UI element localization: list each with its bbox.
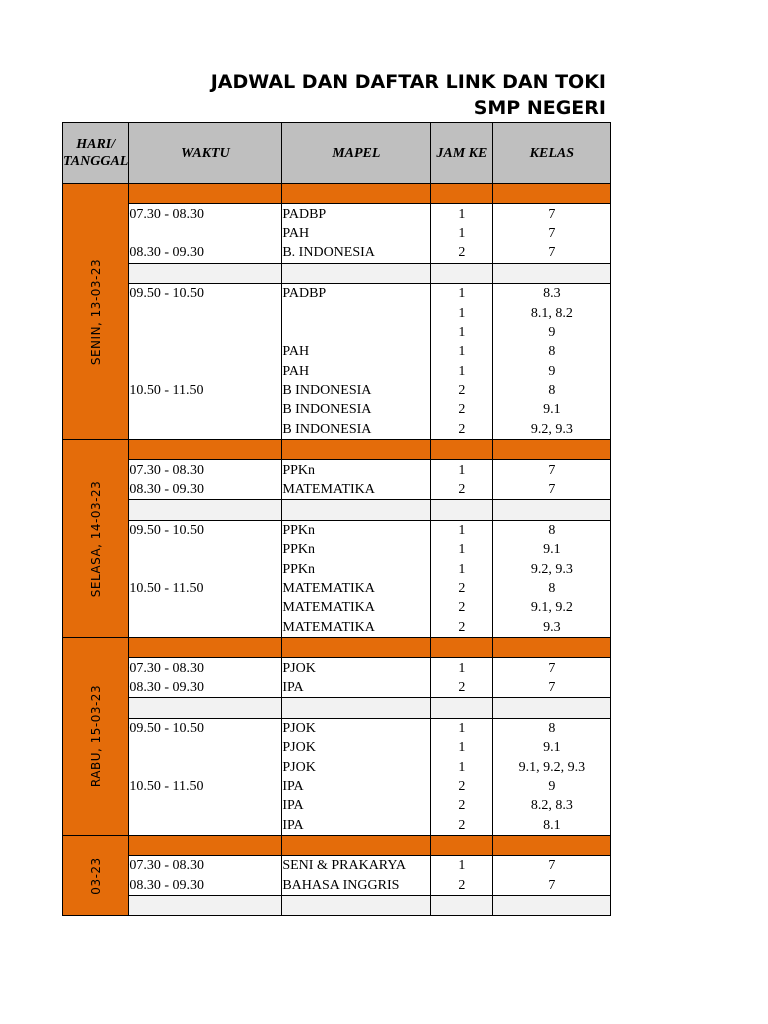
document-subtitle: SMP NEGERI [473, 97, 606, 119]
cell-waktu: 07.30 - 08.30 [129, 856, 282, 876]
cell-jam-ke: 2 [431, 480, 493, 500]
day-separator-cell [129, 184, 282, 204]
day-separator [63, 184, 611, 204]
day-label: SENIN, 13-03-23 [88, 258, 103, 365]
table-row [63, 381, 611, 400]
header-waktu: WAKTU [129, 123, 282, 184]
cell-jam-ke: 1 [431, 342, 493, 361]
table-row [63, 342, 611, 361]
cell-jam-ke: 1 [431, 559, 493, 578]
table-row [63, 480, 611, 500]
cell-waktu: 08.30 - 09.30 [129, 480, 282, 500]
cell-jam-ke: 1 [431, 718, 493, 738]
document-title: JADWAL DAN DAFTAR LINK DAN TOKI [210, 71, 606, 93]
break-row-cell [431, 263, 493, 283]
cell-mapel: PPKn [282, 520, 431, 540]
break-row-cell [431, 500, 493, 520]
schedule-table [62, 122, 611, 916]
cell-kelas: 9.3 [493, 618, 611, 638]
cell-jam-ke: 2 [431, 816, 493, 836]
cell-kelas: 8.2, 8.3 [493, 796, 611, 815]
cell-waktu [129, 618, 282, 638]
cell-mapel: PJOK [282, 718, 431, 738]
day-cell [63, 440, 129, 638]
schedule-body [63, 184, 611, 916]
cell-mapel: IPA [282, 816, 431, 836]
cell-mapel: PADBP [282, 283, 431, 303]
cell-mapel: B INDONESIA [282, 400, 431, 419]
cell-waktu: 07.30 - 08.30 [129, 204, 282, 224]
cell-kelas: 8.1, 8.2 [493, 303, 611, 322]
break-row [63, 500, 611, 520]
cell-mapel: PAH [282, 224, 431, 243]
header-mapel: MAPEL [282, 123, 431, 184]
table-row [63, 224, 611, 243]
cell-kelas: 9 [493, 777, 611, 796]
cell-jam-ke: 1 [431, 658, 493, 678]
cell-jam-ke: 1 [431, 283, 493, 303]
cell-waktu [129, 559, 282, 578]
day-label: SELASA, 14-03-23 [88, 480, 103, 597]
cell-mapel: IPA [282, 796, 431, 815]
cell-kelas: 7 [493, 204, 611, 224]
table-row [63, 876, 611, 896]
cell-waktu [129, 224, 282, 243]
cell-jam-ke: 1 [431, 738, 493, 757]
break-row-cell [431, 896, 493, 916]
cell-kelas: 9 [493, 323, 611, 342]
cell-waktu: 08.30 - 09.30 [129, 876, 282, 896]
day-separator-cell [282, 637, 431, 657]
day-separator-cell [493, 637, 611, 657]
break-row-cell [493, 896, 611, 916]
table-row [63, 243, 611, 263]
cell-waktu: 07.30 - 08.30 [129, 460, 282, 480]
day-separator-cell [431, 440, 493, 460]
cell-jam-ke: 1 [431, 362, 493, 381]
cell-mapel: PJOK [282, 757, 431, 776]
table-row [63, 362, 611, 381]
break-row-cell [431, 698, 493, 718]
cell-waktu: 08.30 - 09.30 [129, 678, 282, 698]
table-row [63, 400, 611, 419]
day-label: RABU, 15-03-23 [88, 685, 103, 788]
cell-jam-ke: 2 [431, 678, 493, 698]
cell-kelas: 9.1, 9.2 [493, 598, 611, 617]
header-hari: HARI/ TANGGAL [63, 123, 129, 184]
break-row [63, 263, 611, 283]
header-jam-ke: JAM KE [431, 123, 493, 184]
cell-waktu [129, 323, 282, 342]
cell-mapel: B INDONESIA [282, 420, 431, 440]
cell-waktu [129, 400, 282, 419]
cell-waktu [129, 816, 282, 836]
table-row [63, 460, 611, 480]
header-kelas: KELAS [493, 123, 611, 184]
day-separator-cell [282, 440, 431, 460]
cell-kelas: 7 [493, 678, 611, 698]
cell-kelas: 7 [493, 460, 611, 480]
table-row [63, 540, 611, 559]
cell-kelas: 9.1 [493, 738, 611, 757]
cell-jam-ke: 1 [431, 303, 493, 322]
cell-jam-ke: 2 [431, 400, 493, 419]
cell-mapel: MATEMATIKA [282, 480, 431, 500]
cell-mapel: PJOK [282, 658, 431, 678]
cell-mapel: IPA [282, 777, 431, 796]
cell-kelas: 7 [493, 876, 611, 896]
cell-jam-ke: 2 [431, 579, 493, 598]
table-row [63, 579, 611, 598]
day-separator-cell [431, 835, 493, 855]
cell-waktu: 09.50 - 10.50 [129, 520, 282, 540]
break-row-cell [129, 896, 282, 916]
cell-jam-ke: 2 [431, 618, 493, 638]
cell-jam-ke: 1 [431, 323, 493, 342]
cell-waktu [129, 303, 282, 322]
cell-waktu: 09.50 - 10.50 [129, 718, 282, 738]
table-row [63, 420, 611, 440]
cell-mapel: PPKn [282, 540, 431, 559]
day-separator [63, 440, 611, 460]
cell-kelas: 7 [493, 856, 611, 876]
cell-waktu: 10.50 - 11.50 [129, 381, 282, 400]
cell-jam-ke: 1 [431, 204, 493, 224]
cell-jam-ke: 2 [431, 243, 493, 263]
table-row [63, 678, 611, 698]
cell-kelas: 8 [493, 579, 611, 598]
cell-mapel [282, 323, 431, 342]
table-row [63, 283, 611, 303]
cell-kelas: 8 [493, 718, 611, 738]
cell-waktu [129, 342, 282, 361]
day-separator-cell [129, 440, 282, 460]
day-separator-cell [129, 835, 282, 855]
day-separator [63, 835, 611, 855]
day-separator-cell [493, 184, 611, 204]
break-row-cell [493, 500, 611, 520]
break-row-cell [282, 896, 431, 916]
cell-kelas: 9.2, 9.3 [493, 420, 611, 440]
cell-mapel: PPKn [282, 559, 431, 578]
cell-mapel: MATEMATIKA [282, 598, 431, 617]
day-separator-cell [282, 835, 431, 855]
cell-waktu [129, 738, 282, 757]
break-row-cell [129, 500, 282, 520]
cell-jam-ke: 2 [431, 876, 493, 896]
table-row [63, 738, 611, 757]
cell-jam-ke: 1 [431, 757, 493, 776]
cell-kelas: 7 [493, 480, 611, 500]
cell-waktu: 08.30 - 09.30 [129, 243, 282, 263]
cell-jam-ke: 1 [431, 540, 493, 559]
cell-waktu [129, 757, 282, 776]
day-separator [63, 637, 611, 657]
cell-waktu [129, 796, 282, 815]
table-row [63, 816, 611, 836]
cell-jam-ke: 2 [431, 598, 493, 617]
cell-kelas: 9.1, 9.2, 9.3 [493, 757, 611, 776]
cell-mapel: PAH [282, 342, 431, 361]
break-row-cell [282, 263, 431, 283]
cell-kelas: 8 [493, 342, 611, 361]
cell-mapel: PPKn [282, 460, 431, 480]
break-row [63, 896, 611, 916]
table-row [63, 777, 611, 796]
cell-waktu: 10.50 - 11.50 [129, 579, 282, 598]
cell-kelas: 9.1 [493, 400, 611, 419]
cell-kelas: 7 [493, 224, 611, 243]
day-cell [63, 637, 129, 835]
table-row [63, 303, 611, 322]
day-separator-cell [431, 637, 493, 657]
break-row-cell [493, 698, 611, 718]
cell-kelas: 8 [493, 381, 611, 400]
cell-mapel: IPA [282, 678, 431, 698]
cell-waktu [129, 420, 282, 440]
cell-mapel: PADBP [282, 204, 431, 224]
cell-jam-ke: 2 [431, 777, 493, 796]
day-cell [63, 835, 129, 916]
header-row [63, 123, 611, 184]
break-row-cell [282, 500, 431, 520]
cell-jam-ke: 2 [431, 420, 493, 440]
cell-kelas: 8.1 [493, 816, 611, 836]
cell-waktu: 07.30 - 08.30 [129, 658, 282, 678]
day-separator-cell [431, 184, 493, 204]
break-row [63, 698, 611, 718]
cell-jam-ke: 2 [431, 796, 493, 815]
day-separator-cell [282, 184, 431, 204]
cell-mapel: BAHASA INGGRIS [282, 876, 431, 896]
table-row [63, 520, 611, 540]
cell-kelas: 9 [493, 362, 611, 381]
cell-mapel: PJOK [282, 738, 431, 757]
break-row-cell [493, 263, 611, 283]
cell-kelas: 7 [493, 243, 611, 263]
cell-jam-ke: 1 [431, 224, 493, 243]
day-separator-cell [129, 637, 282, 657]
cell-mapel [282, 303, 431, 322]
cell-kelas: 9.1 [493, 540, 611, 559]
day-cell [63, 184, 129, 440]
cell-waktu [129, 540, 282, 559]
break-row-cell [282, 698, 431, 718]
cell-waktu [129, 598, 282, 617]
cell-mapel: PAH [282, 362, 431, 381]
table-row [63, 618, 611, 638]
cell-mapel: MATEMATIKA [282, 579, 431, 598]
table-row [63, 658, 611, 678]
cell-mapel: B INDONESIA [282, 381, 431, 400]
table-row [63, 796, 611, 815]
table-row [63, 559, 611, 578]
day-label: 03-23 [88, 856, 103, 895]
cell-mapel: SENI & PRAKARYA [282, 856, 431, 876]
break-row-cell [129, 263, 282, 283]
cell-mapel: MATEMATIKA [282, 618, 431, 638]
cell-jam-ke: 1 [431, 460, 493, 480]
table-row [63, 757, 611, 776]
cell-kelas: 9.2, 9.3 [493, 559, 611, 578]
cell-waktu [129, 362, 282, 381]
day-separator-cell [493, 440, 611, 460]
cell-jam-ke: 1 [431, 856, 493, 876]
cell-waktu: 10.50 - 11.50 [129, 777, 282, 796]
table-row [63, 598, 611, 617]
cell-mapel: B. INDONESIA [282, 243, 431, 263]
table-row [63, 204, 611, 224]
break-row-cell [129, 698, 282, 718]
cell-kelas: 8 [493, 520, 611, 540]
table-row [63, 718, 611, 738]
table-row [63, 323, 611, 342]
day-separator-cell [493, 835, 611, 855]
cell-kelas: 7 [493, 658, 611, 678]
table-row [63, 856, 611, 876]
cell-jam-ke: 2 [431, 381, 493, 400]
cell-jam-ke: 1 [431, 520, 493, 540]
cell-waktu: 09.50 - 10.50 [129, 283, 282, 303]
cell-kelas: 8.3 [493, 283, 611, 303]
